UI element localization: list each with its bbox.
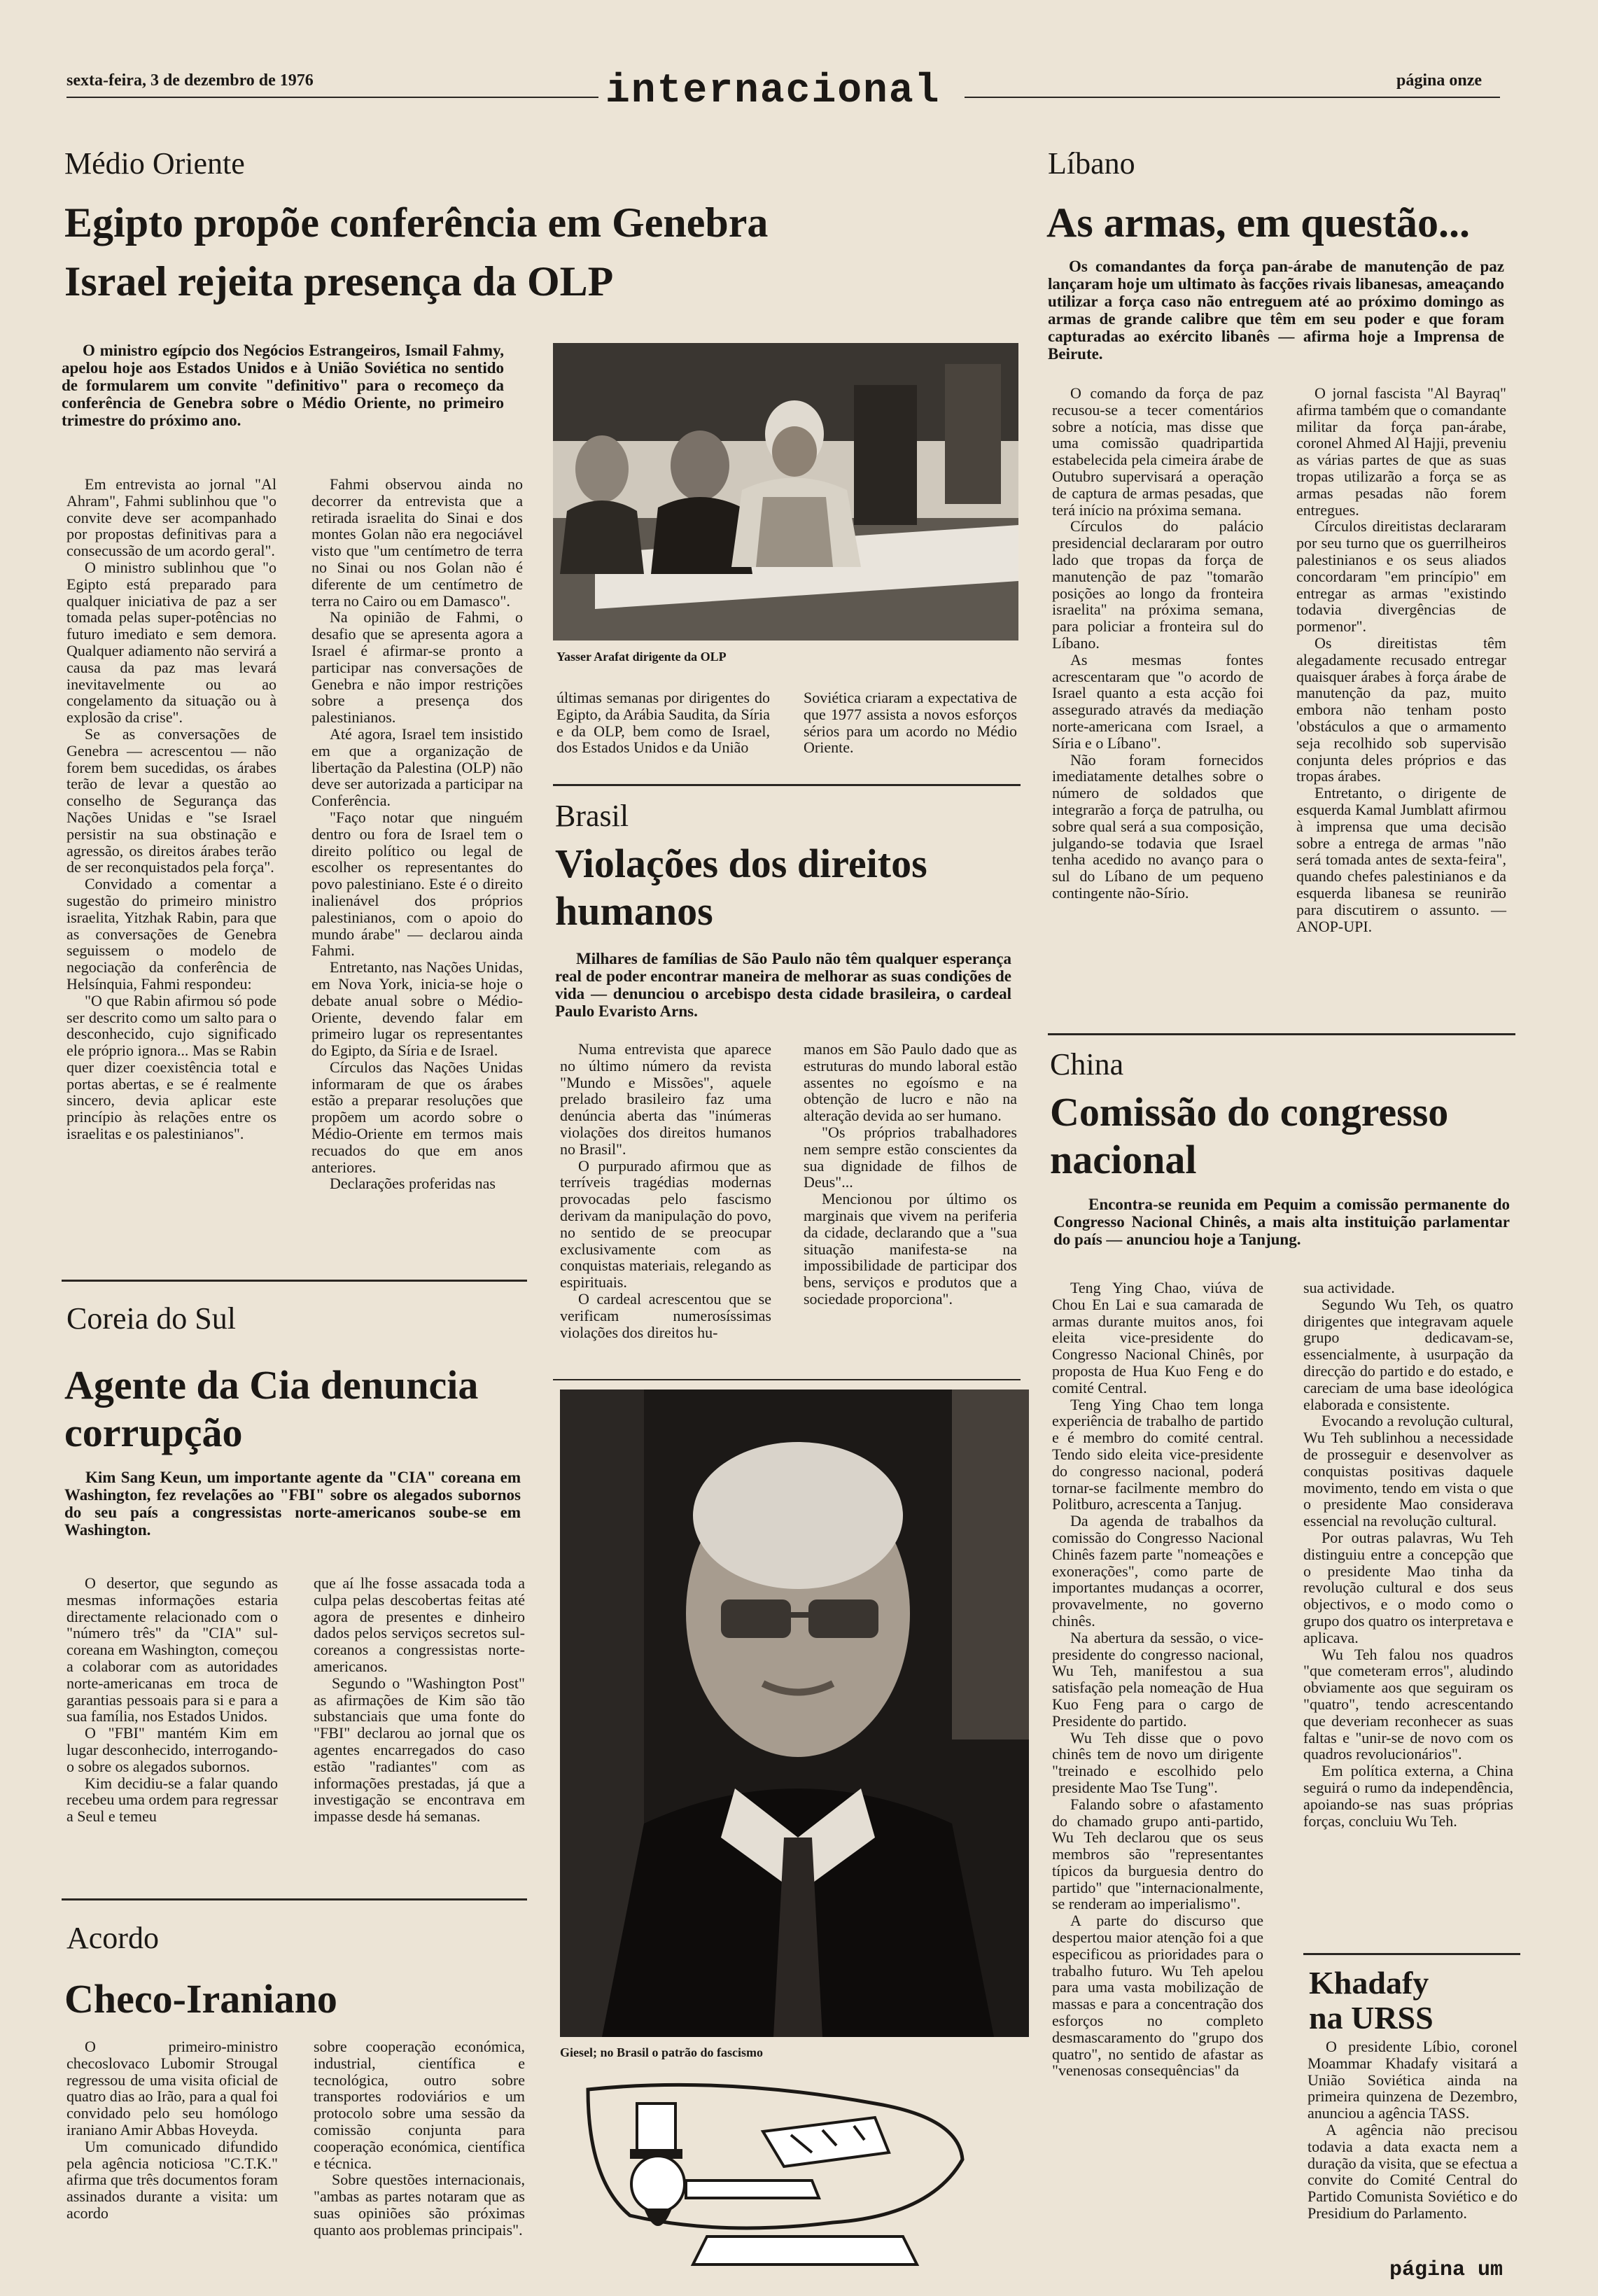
rule-brasil-text-bottom — [553, 1379, 1021, 1380]
paragraph: manos em São Paulo dado que as estruturas do mundo laboral estão assentes no egoísmo e na obtenção de lucro e não na alteração devida ao ser humano. — [804, 1040, 1017, 1125]
column-china-2 — [1303, 1280, 1513, 1829]
kicker-china: China — [1050, 1047, 1124, 1082]
paragraph: As mesmas fontes acrescentaram que "o acordo de Israel quanto a esta acção foi assegurado através da mediação norte-americana com Israel, a Síria e o Líbano". — [1052, 650, 1263, 752]
paragraph: O jornal fascista "Al Bayraq" afirma também que o comandante militar da força pan-árabe, coronel Ahmed Al Hajji, preveniu as várias partes de que as suas tropas utilizarão a força se as armas pesadas não forem entregues. — [1296, 384, 1506, 519]
lead-coreia: Kim Sang Keun, um importante agente da "CIA" coreana em Washington, fez revelações ao "FBI" sobre os alegados subornos do seu país a congressistas norte-americanos soube-se em Washington. — [64, 1469, 521, 1539]
rule-khadafy-top — [1303, 1953, 1520, 1955]
rule-coreia-bottom — [62, 1898, 527, 1900]
kicker-libano: Líbano — [1048, 146, 1135, 181]
paragraph: Segundo Wu Teh, os quatro dirigentes que integravam aquele grupo dedicavam-se, essencialmente, à usurpação da direcção do partido e do estado, e careciam de uma base ideológica elaborada e consistente. — [1303, 1295, 1513, 1413]
kicker-coreia: Coreia do Sul — [66, 1301, 236, 1336]
masthead-section: internacional — [605, 69, 941, 114]
paragraph: Sobre questões internacionais, "ambas as partes notaram que as suas opiniões são próximas quanto aos problemas principais". — [314, 2171, 525, 2239]
paragraph: Na abertura da sessão, o vice-presidente do congresso nacional, Wu Teh, manifestou a sua satisfação pela nomeação de Hua Kuo Feng para o cargo de Presidente do partido. — [1052, 1628, 1263, 1730]
column-mo-2 — [311, 476, 523, 1192]
paragraph: Em entrevista ao jornal "Al Ahram", Fahmi sublinhou que "o convite deve ser acompanhado por propostas definitivas para a consecussão de um acordo geral". — [66, 475, 276, 560]
paragraph: Até agora, Israel tem insistido em que a organização de libertação da Palestina (OLP) não deve ser autorizada a participar na Conferência. — [311, 724, 523, 810]
paragraph: Falando sobre o afastamento do chamado grupo anti-partido, Wu Teh declarou que os seus membros são "representantes típicos da burguesia dentro do partido" que "internacionalmente, se renderam ao imperialismo". — [1052, 1795, 1263, 1913]
paragraph: O presidente Líbio, coronel Moammar Khadafy visitará a União Soviética ainda na primeira quinzena de Dezembro, anunciou a agência TASS. — [1308, 2038, 1518, 2122]
kicker-medio-oriente: Médio Oriente — [64, 146, 245, 181]
photo-arafat — [553, 343, 1018, 640]
headline-egipto: Egipto propõe conferência em Genebra — [64, 200, 769, 246]
headline-coreia: Agente da Cia denuncia corrupção — [64, 1362, 479, 1455]
paragraph: A agência não precisou todavia a data exacta nem a duração da visita, que se efectua a convite do Comité Central do Partido Comunista Soviético e do Presidium do Parlamento. — [1308, 2120, 1518, 2222]
paragraph: "Faço notar que ninguém dentro ou fora de Israel tem o direito político ou legal de escolher os representantes do povo palestiniano. Este é o direito inalienável dos próprios palestinianos, com o apoio do mundo árabe" — declarou ainda Fahmi. — [311, 808, 523, 960]
paragraph: Kim decidiu-se a falar quando recebeu uma ordem para regressar a Seul e temeu — [66, 1774, 278, 1826]
column-mo-3 — [556, 690, 770, 756]
masthead-rule-left — [66, 97, 598, 98]
paragraph: Declarações proferidas nas — [330, 1175, 496, 1193]
column-libano-1 — [1052, 385, 1263, 902]
masthead-page: página onze — [1396, 71, 1483, 90]
photo-giesel — [560, 1390, 1029, 2037]
paragraph: Mencionou por último os marginais que vivem na periferia da cidade, declarando que a "sua situação manifesta-se na impossibilidade de participar dos bens, serviços e produtos que a sociedade proporciona". — [804, 1190, 1017, 1308]
paragraph: Segundo o "Washington Post" as afirmações de Kim são tão substanciais que uma fonte do "FBI" declarou ao jornal que os agentes encarregados do caso estão "radiantes" com as informações prestadas, já que a investigação se encontrava em impasse desde há semanas. — [314, 1674, 525, 1826]
lead-libano: Os comandantes da força pan-árabe de manutenção de paz lançaram hoje um ultimato às facções rivais libanesas, ameaçando utilizar a força caso não entreguem até ao próximo domingo as armas de grande calibre que têm em seu poder e que foram capturadas ao exército libanês — afirma hoje a Imprensa de Beirute. — [1048, 258, 1504, 363]
cartoon-uncle-sam — [581, 2076, 973, 2282]
paragraph: últimas semanas por dirigentes do Egipto, da Arábia Saudita, da Síria e da OLP, bem como de Israel, dos Estados Unidos e da União — [556, 689, 770, 757]
paragraph: O ministro sublinhou que "o Egipto está preparado para qualquer iniciativa de paz a ser tomada pelas super-potências no futuro imediato e sem demora. Qualquer adiamento não servirá a causa da paz mas levará inevitavelmente ou ao congelamento da situação ou à explosão da crise". — [66, 558, 276, 727]
column-mo-4 — [804, 690, 1017, 756]
column-brasil-2 — [804, 1041, 1017, 1308]
masthead-rule-right — [965, 97, 1500, 98]
paragraph: O comando da força de paz recusou-se a tecer comentários sobre a notícia, mas disse que uma comissão quadripartida estabelecida pela cimeira árabe de Outubro supervisará a operação de captura de armas pesadas, que terá início na próxima semana. — [1052, 384, 1263, 519]
paragraph: Fahmi observou ainda no decorrer da entrevista que a retirada israelita do Sinai e dos montes Golan não era negociável visto que "um centímetro de terra no Sinai ou nos Golan não é diferente de um centímetro de terra no Cairo ou em Damasco". — [311, 475, 523, 610]
photo-giesel-image — [560, 1390, 1029, 2037]
paragraph: Círculos das Nações Unidas informaram de que os árabes estão a preparar resoluções que propõem um acordo sobre o Médio-Oriente em termos mais recuados do que em anos anteriores. — [311, 1058, 523, 1176]
paragraph: "Os próprios trabalhadores nem sempre estão conscientes da sua dignidade de filhos de Deus"... — [804, 1123, 1017, 1191]
column-brasil-1 — [560, 1041, 771, 1340]
paragraph: Da agenda de trabalhos da comissão do Congresso Nacional Chinês fazem parte "nomeações e exonerações", como parte de importantes mudanças a ocorrer, provavelmente, no governo chinês. — [1052, 1512, 1263, 1630]
headline-brasil: Violações dos direitos humanos — [555, 841, 927, 934]
lead-medio-oriente: O ministro egípcio dos Negócios Estrangeiros, Ismail Fahmy, apelou hoje aos Estados Unidos e à União Soviética no sentido de formularem um convite "definitivo" para o recomeço da conferência de Genebra sobre o Médio Oriente, no primeiro trimestre do próximo ano. — [62, 342, 504, 429]
column-libano-2 — [1296, 385, 1506, 934]
headline-khadafy-2: na URSS — [1309, 2000, 1434, 2036]
photo-arafat-image — [553, 343, 1018, 640]
paragraph: O primeiro-ministro checoslovaco Lubomir Strougal regressou de uma visita oficial de quatro dias ao Irão, para a qual foi convidado pelo seu homólogo iraniano Amir Abbas Hoveyda. — [66, 2038, 278, 2138]
column-khadafy — [1308, 2038, 1518, 2222]
paragraph: sua actividade. — [1303, 1279, 1395, 1296]
column-china-1 — [1052, 1280, 1263, 2079]
paragraph: que aí lhe fosse assacada toda a culpa pelas descobertas feitas até agora de presentes e dinheiro dados pelos serviços secretos sul-coreanos a congressistas norte-americanos. — [314, 1574, 525, 1675]
masthead-date: sexta-feira, 3 de dezembro de 1976 — [66, 71, 314, 90]
paragraph: Na opinião de Fahmi, o desafio que se apresenta agora a Israel é afirmar-se pronto a participar nas conversações de Genebra e não impor restrições sobre a presença dos palestinianos. — [311, 608, 523, 727]
kicker-acordo: Acordo — [66, 1921, 159, 1955]
paragraph: A parte do discurso que despertou maior atenção foi a que especificou as prioridades para o trabalho futuro. Wu Teh apelou para uma vasta mobilização de massas e para a concentração dos esforços no completo desmascaramento do "grupo dos quatro", no sentido de afastar as "venenosas consequências" da — [1052, 1912, 1263, 2080]
paragraph: O cardeal acrescentou que se verificam numerosíssimas violações dos direitos hu- — [560, 1289, 771, 1341]
paragraph: Soviética criaram a expectativa de que 1977 assista a novos esforços sérios para um acordo no Médio Oriente. — [804, 689, 1017, 757]
paragraph: Círculos direitistas declararam por seu turno que os guerrilheiros palestinianos e os seus aliados concordaram "em princípio" em entregar as armas "existindo todavia divergências de pormenor". — [1296, 517, 1506, 636]
paragraph: Teng Ying Chao tem longa experiência de trabalho de partido e é membro do comité central. Tendo sido eleita vice-presidente do congresso nacional, poderá tornar-se facilmente membro do Politburo, acrescenta a Tanjug. — [1052, 1395, 1263, 1513]
headline-israel: Israel rejeita presença da OLP — [64, 258, 614, 304]
paragraph: Wu Teh disse que o povo chinês tem de novo um dirigente "treinado e escolhido pelo presidente Mao Tse Tung". — [1052, 1728, 1263, 1796]
paragraph: Se as conversações de Genebra — acrescentou — não forem bem sucedidas, os árabes terão de levar a questão ao conselho de Segurança das Nações Unidas e "se Israel persistir na sua obstinação e agressão, os direitos árabes terão de ser reconquistados pela força". — [66, 724, 276, 876]
column-coreia-2 — [314, 1575, 525, 1825]
lead-china: Encontra-se reunida em Pequim a comissão permanente do Congresso Nacional Chinês, a mais alta instituição parlamentar do país — anunciou hoje a Tanjung. — [1053, 1196, 1510, 1248]
paragraph: Entretanto, o dirigente de esquerda Kamal Jumblatt afirmou à imprensa que uma decisão sobre a entrega de armas "não será tomada antes de sexta-feira", quando chefes palestinianos e da esquerda libanesa se reunirão para discutirem o assunto. — ANOP-UPI. — [1296, 784, 1506, 935]
footer-next-page: página um — [1389, 2258, 1504, 2282]
column-acordo-1 — [66, 2038, 278, 2222]
headline-libano: As armas, em questão... — [1046, 200, 1470, 246]
paragraph: Evocando a revolução cultural, Wu Teh sublinhou a necessidade de prosseguir e desenvolver as conquistas positivas daquele movimento, tendo em vista o que o presidente Mao considerava essencial na revolução cultural. — [1303, 1412, 1513, 1530]
paragraph: O desertor, que segundo as mesmas informações estaria directamente relacionado com o "número três" da "CIA" sul-coreana em Washington, começou a colaborar com as autoridades norte-americanas em troca de garantias pessoais para si e para a sua família, nos Estados Unidos. — [66, 1574, 278, 1726]
paragraph: O purpurado afirmou que as terríveis tragédias modernas provocadas pelo fascismo derivam da manipulação do povo, no sentido de se preocupar exclusivamente com as conquistas materiais, relegando as espirituais. — [560, 1156, 771, 1292]
rule-mo-photo-bottom — [553, 784, 1021, 786]
cartoon-uncle-sam-image — [581, 2076, 973, 2282]
lead-brasil: Milhares de famílias de São Paulo não têm qualquer esperança real de poder encontrar maneira de melhorar as suas condições de vida — denunciou o arcebispo desta cidade brasileira, o cardeal Paulo Evaristo Arns. — [555, 950, 1011, 1020]
headline-khadafy-1: Khadafy — [1309, 1965, 1429, 2001]
paragraph: "O que Rabin afirmou só pode ser descrito como um salto para o desconhecido, cujo significado ele próprio ignora... Mas se Rabin quer dizer coexistência total e portas abertas, e se é realmente sincero, devia aplicar este princípio às relações entre os israelitas e os palestinianos". — [66, 991, 276, 1143]
paragraph: Numa entrevista que aparece no último número da revista "Mundo e Missões", aquele prelado brasileiro faz uma denúncia aberta das "inúmeras violações dos direitos humanos no Brasil". — [560, 1040, 771, 1158]
caption-arafat: Yasser Arafat dirigente da OLP — [556, 650, 727, 664]
caption-giesel: Giesel; no Brasil o patrão do fascismo — [560, 2045, 763, 2059]
paragraph: Teng Ying Chao, viúva de Chou En Lai e sua camarada de armas durante muitos anos, foi eleita vice-presidente do Congresso Nacional Chinês, por proposta de Hua Kuo Feng e do comité Central. — [1052, 1279, 1263, 1396]
column-mo-1 — [66, 476, 276, 1142]
column-coreia-1 — [66, 1575, 278, 1825]
paragraph: Não foram fornecidos imediatamente detalhes sobre o número de soldados que integrarão a força de patrulha, ou sobre qual será a sua composição, julgando-se todavia que Israel tenha acedido no avanço para o sul do Líbano de um pequeno contingente não-Sírio. — [1052, 750, 1263, 902]
paragraph: Círculos do palácio presidencial declararam por outro lado que tropas da força de manutenção de paz "tomarão posições ao longo da fronteira israelita" na próxima semana, para policiar a fronteira sul do Líbano. — [1052, 517, 1263, 652]
paragraph: O "FBI" mantém Kim em lugar desconhecido, interrogando-o sobre os alegados subornos. — [66, 1724, 278, 1775]
rule-libano-bottom — [1048, 1033, 1515, 1035]
paragraph: Convidado a comentar a sugestão do primeiro ministro israelita, Yitzhak Rabin, para que as conversações de Genebra seguissem o modelo de negociação da conferência de Helsínquia, Fahmi respondeu: — [66, 875, 276, 993]
paragraph: Os direitistas têm alegadamente recusado entregar quaisquer árabes à força árabe de manutenção da paz, muito embora não tenham posto 'obstáculos a que o armamento seja recolhido sob supervisão conjunta deles próprios e das tropas árabes. — [1296, 634, 1506, 785]
headline-acordo: Checo-Iraniano — [64, 1976, 337, 2022]
paragraph: Em política externa, a China seguirá o rumo da independência, apoiando-se nas suas próprias forças, concluiu Wu Teh. — [1303, 1762, 1513, 1830]
paragraph: Por outras palavras, Wu Teh distinguiu entre a concepção que o presidente Mao tinha da revolução cultural e dos seus objectivos, e o modo como o grupo dos quatro os interpretava e aplicava. — [1303, 1528, 1513, 1646]
column-acordo-2 — [314, 2038, 525, 2239]
kicker-brasil: Brasil — [555, 799, 629, 833]
paragraph: Wu Teh falou nos quadros "que cometeram erros", aludindo obviamente aos que seguiram os "quatro", tendo acrescentando que deveriam reconhecer as suas faltas e "unir-se de novo com os quadros revolucionários". — [1303, 1645, 1513, 1763]
paragraph: sobre cooperação económica, industrial, científica e tecnológica, outro sobre transportes rodoviários e um protocolo sobre uma sessão da comissão conjunta para cooperação económica, científica e técnica. — [314, 2038, 525, 2172]
paragraph: Um comunicado difundido pela agência noticiosa "C.T.K." afirma que três documentos foram assinados durante a visita: um acordo — [66, 2137, 278, 2222]
rule-mo-bottom — [62, 1280, 527, 1282]
paragraph: Entretanto, nas Nações Unidas, em Nova York, inicia-se hoje o debate anual sobre o Médio-Oriente, devendo falar em primeiro lugar os representantes do Egipto, da Síria e de Israel. — [311, 958, 523, 1060]
headline-china: Comissão do congresso nacional — [1050, 1089, 1449, 1182]
